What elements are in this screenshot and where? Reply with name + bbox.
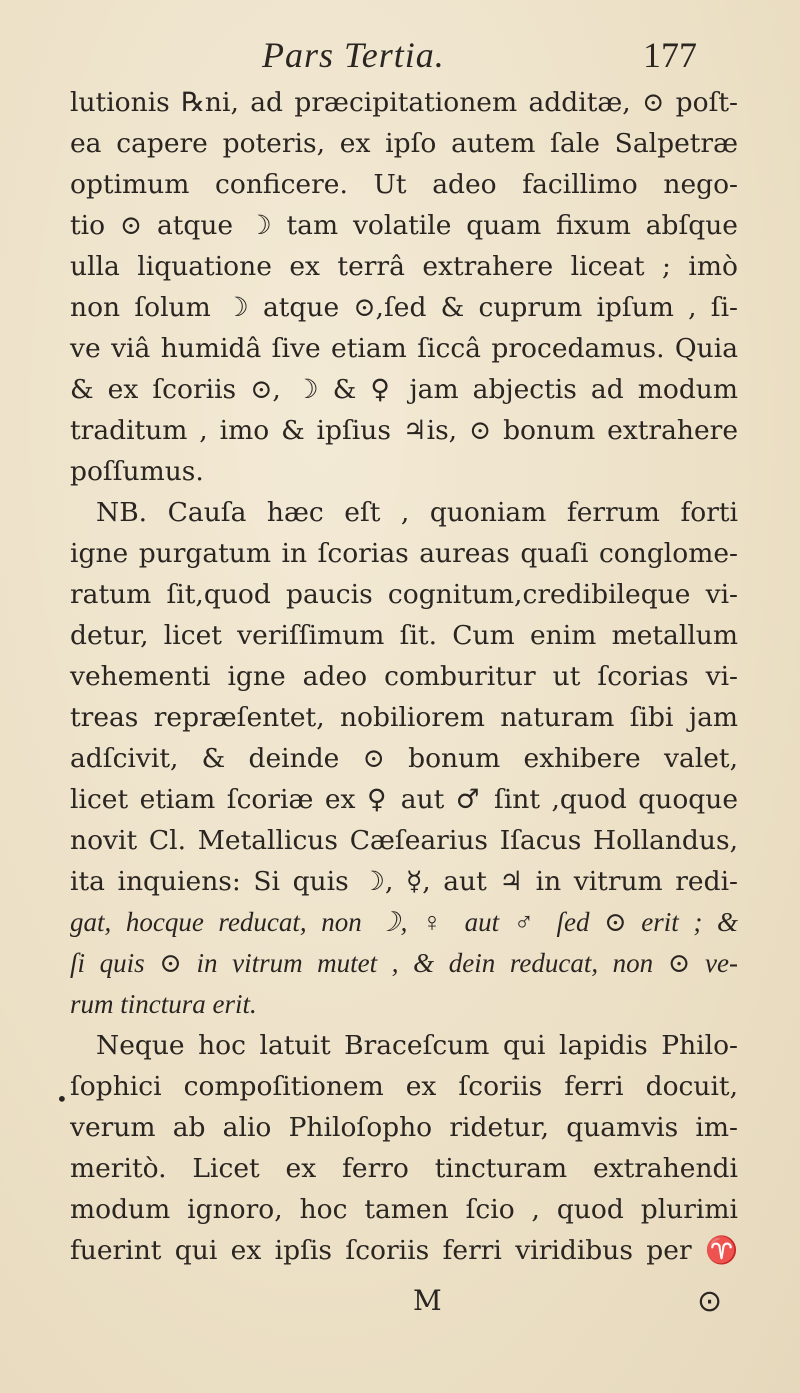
- text-line: traditum , imo & ipſius ♃is, ⊙ bonum extrahere: [70, 415, 738, 446]
- text-line: meritò. Licet ex ferro tincturam extrahendi: [70, 1153, 738, 1184]
- text-line: verum ab alio Philoſopho ridetur, quamvis im-: [70, 1112, 738, 1143]
- italic-quote-line: gat, hocque reducat, non ☽, ♀ aut ♂ ſed ⊙ erit ; &: [70, 907, 738, 937]
- text-line: optimum conficere. Ut adeo facillimo nego-: [70, 169, 738, 200]
- text-line: & ex ſcoriis ⊙, ☽ & ♀ jam abjectis ad modum: [70, 374, 738, 405]
- text-line: non ſolum ☽ atque ⊙,ſed & cuprum ipſum , ſi-: [70, 292, 738, 323]
- text-line: adſcivit, & deinde ⊙ bonum exhibere valet,: [70, 743, 738, 774]
- text-line: novit Cl. Metallicus Cæſearius Iſacus Hollandus,: [70, 825, 738, 856]
- signature-mark: M: [413, 1284, 442, 1317]
- text-line: poſſumus.: [70, 456, 204, 487]
- text-line: modum ignoro, hoc tamen ſcio , quod plurimi: [70, 1194, 738, 1225]
- paragraph-start-line: Neque hoc latuit Braceſcum qui lapidis Philo-: [96, 1030, 738, 1061]
- text-line: lutionis ℞ni, ad præcipitationem additæ, ⊙ poſt-: [70, 87, 738, 118]
- paragraph-start-line: NB. Cauſa hæc eſt , quoniam ferrum forti: [96, 497, 738, 528]
- running-head: [0, 34, 800, 84]
- text-line: igne purgatum in ſcorias aureas quaſi conglome-: [70, 538, 738, 569]
- running-title: Pars Tertia.: [262, 35, 445, 75]
- text-line: ulla liquatione ex terrâ extrahere liceat ; imò: [70, 251, 738, 282]
- text-line: ita inquiens: Si quis ☽, ☿, aut ♃ in vitrum redi-: [70, 866, 738, 897]
- page-number: 177: [643, 35, 697, 75]
- page-footer: [0, 1284, 800, 1328]
- text-line: vehementi igne adeo comburitur ut ſcorias vi-: [70, 661, 738, 692]
- text-line: ratum ſit,quod paucis cognitum,credibileque vi-: [70, 579, 738, 610]
- text-line: treas repræſentet, nobiliorem naturam ſibi jam: [70, 702, 738, 733]
- italic-quote-line: ſi quis ⊙ in vitrum mutet , & dein reducat, non ⊙ ve-: [70, 948, 738, 978]
- text-line: ea capere poteris, ex ipſo autem ſale Salpetræ: [70, 128, 738, 159]
- body-text: [70, 82, 738, 1271]
- text-line: tio ⊙ atque ☽ tam volatile quam fixum abſque: [70, 210, 738, 241]
- italic-quote-line: rum tinctura erit.: [70, 989, 257, 1019]
- catchword: ⊙: [697, 1284, 723, 1319]
- text-line: licet etiam ſcoriæ ex ♀ aut ♂ ſint ,quod quoque: [70, 784, 738, 815]
- text-line: ve viâ humidâ ſive etiam ſiccâ procedamus. Quia: [70, 333, 738, 364]
- margin-mark-icon: •: [56, 1087, 68, 1111]
- text-line: detur, licet veriſſimum ſit. Cum enim metallum: [70, 620, 738, 651]
- text-line: ſophici compoſitionem ex ſcoriis ferri docuit,: [70, 1071, 738, 1102]
- text-line: fuerint qui ex ipſis ſcoriis ferri viridibus per ♈: [70, 1235, 738, 1266]
